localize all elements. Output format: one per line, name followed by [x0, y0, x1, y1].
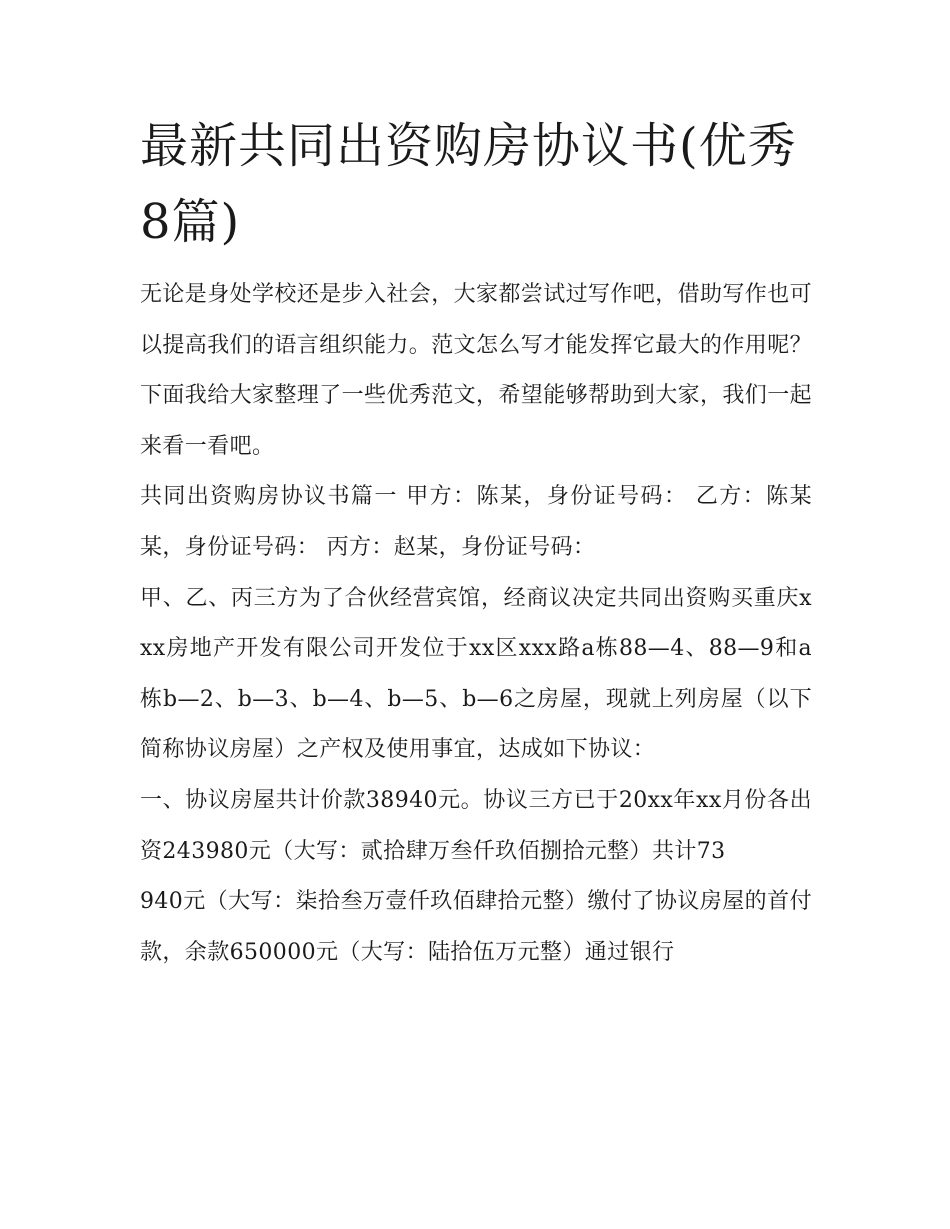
purpose-paragraph: 甲、乙、丙三方为了合伙经营宾馆，经商议决定共同出资购买重庆xxx房地产开发有限公司开发位于xx区xxx路a栋88—4、88—9和a栋b—2、b—3、b—4、b—5、b—6之房屋，现就上列房屋（以下简称协议房屋）之产权及使用事宜，达成如下协议：	[140, 585, 812, 763]
clause-one-continued-paragraph: 940元（大写：柒拾叁万壹仟玖佰肆拾元整）缴付了协议房屋的首付款，余款650000元（大写：陆拾伍万元整）通过银行	[140, 889, 812, 965]
document-title: 最新共同出资购房协议书(优秀8篇)	[140, 118, 797, 250]
document-body	[140, 108, 812, 978]
intro-paragraph: 无论是身处学校还是步入社会，大家都尝试过写作吧，借助写作也可以提高我们的语言组织能力。范文怎么写才能发挥它最大的作用呢？下面我给大家整理了一些优秀范文，希望能够帮助到大家，我们一起来看一看吧。	[140, 282, 813, 459]
parties-paragraph: 共同出资购房协议书篇一 甲方：陈某，身份证号码： 乙方：陈某某，身份证号码： 丙方：赵某，身份证号码：	[140, 484, 812, 560]
clause-one-paragraph: 一、协议房屋共计价款38940元。协议三方已于20xx年xx月份各出资243980元（大写：贰拾肆万叁仟玖佰捌拾元整）共计73	[140, 787, 812, 864]
